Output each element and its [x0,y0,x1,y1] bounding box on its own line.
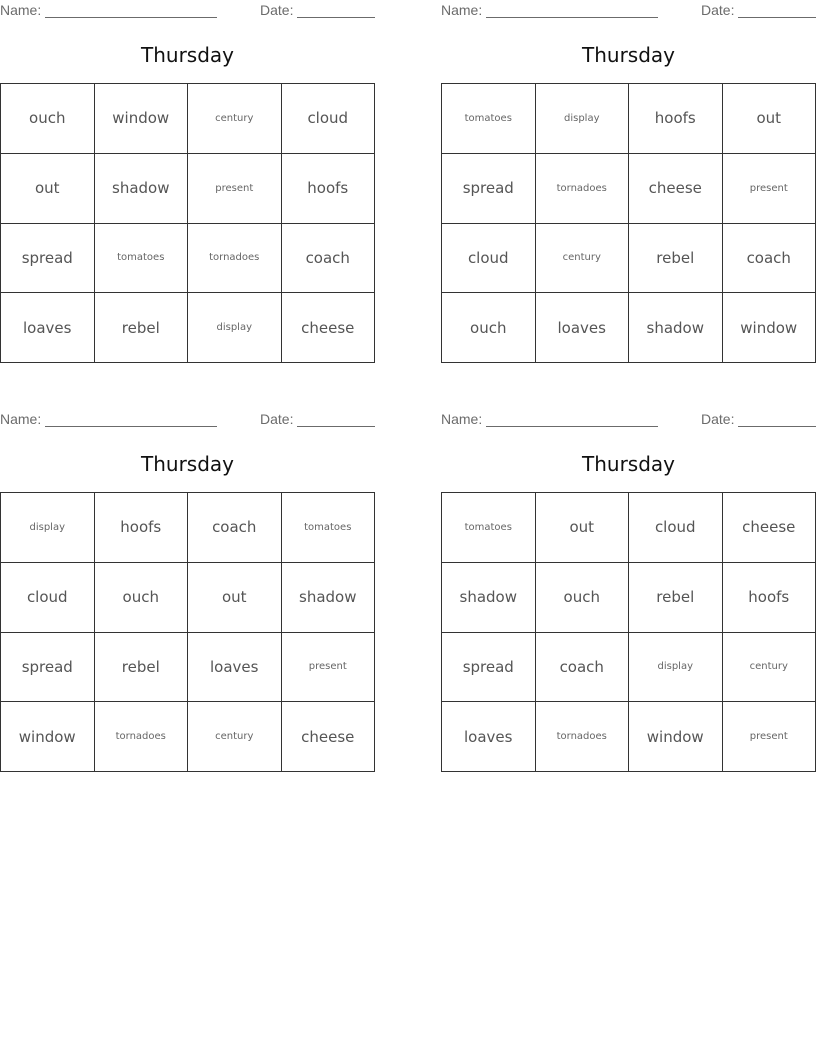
date-label: Date: [260,411,294,427]
bingo-cell[interactable]: out [1,154,95,224]
bingo-cell[interactable]: display [536,84,630,154]
bingo-cell[interactable]: hoofs [629,84,723,154]
bingo-cell[interactable]: tomatoes [282,493,376,563]
name-field-line[interactable] [45,17,217,18]
bingo-cell[interactable]: rebel [95,633,189,703]
name-field-line[interactable] [45,426,217,427]
bingo-cell[interactable]: display [1,493,95,563]
bingo-cell[interactable]: loaves [536,293,630,363]
bingo-cell[interactable]: ouch [1,84,95,154]
bingo-cell[interactable]: present [723,702,816,772]
bingo-cell[interactable]: cloud [282,84,376,154]
bingo-cell[interactable]: cloud [1,563,95,633]
bingo-cell[interactable]: hoofs [95,493,189,563]
card-title: Thursday [582,43,675,67]
date-field-line[interactable] [297,426,375,427]
bingo-cell[interactable]: hoofs [282,154,376,224]
name-label: Name: [0,2,42,18]
bingo-cell[interactable]: out [188,563,282,633]
bingo-cell[interactable]: cheese [282,293,376,363]
bingo-card [0,0,375,364]
date-field-line[interactable] [297,17,375,18]
card-title: Thursday [141,452,234,476]
bingo-cell[interactable]: shadow [442,563,536,633]
bingo-cell[interactable]: shadow [629,293,723,363]
bingo-cell[interactable]: ouch [536,563,630,633]
name-label: Name: [0,411,42,427]
bingo-cell[interactable]: window [1,702,95,772]
bingo-cell[interactable]: century [188,702,282,772]
bingo-cell[interactable]: window [723,293,816,363]
bingo-cell[interactable]: coach [282,224,376,294]
bingo-cell[interactable]: cheese [282,702,376,772]
bingo-cell[interactable]: loaves [188,633,282,703]
bingo-cell[interactable]: tornadoes [536,702,630,772]
bingo-cell[interactable]: rebel [629,563,723,633]
bingo-cell[interactable]: display [188,293,282,363]
bingo-grid [441,83,816,363]
bingo-cell[interactable]: spread [442,633,536,703]
bingo-cell[interactable]: century [723,633,816,703]
bingo-cell[interactable]: present [188,154,282,224]
card-title: Thursday [582,452,675,476]
bingo-cell[interactable]: rebel [629,224,723,294]
bingo-cell[interactable]: window [629,702,723,772]
card-title: Thursday [141,43,234,67]
card-header [441,411,816,429]
bingo-cell[interactable]: coach [723,224,816,294]
bingo-grid [441,492,816,772]
bingo-cell[interactable]: ouch [95,563,189,633]
bingo-cell[interactable]: tornadoes [95,702,189,772]
bingo-cell[interactable]: loaves [442,702,536,772]
bingo-cell[interactable]: window [95,84,189,154]
bingo-cell[interactable]: century [536,224,630,294]
bingo-cell[interactable]: tornadoes [536,154,630,224]
bingo-cell[interactable]: spread [1,633,95,703]
bingo-cell[interactable]: present [723,154,816,224]
bingo-cell[interactable]: cloud [629,493,723,563]
bingo-card [0,409,375,773]
bingo-cell[interactable]: coach [536,633,630,703]
bingo-cell[interactable]: out [536,493,630,563]
bingo-cell[interactable]: rebel [95,293,189,363]
name-label: Name: [441,411,483,427]
bingo-cell[interactable]: shadow [95,154,189,224]
bingo-cell[interactable]: tomatoes [95,224,189,294]
date-field-line[interactable] [738,17,816,18]
bingo-cell[interactable]: shadow [282,563,376,633]
bingo-cell[interactable]: ouch [442,293,536,363]
bingo-cell[interactable]: tornadoes [188,224,282,294]
bingo-card [441,409,816,773]
bingo-cell[interactable]: out [723,84,816,154]
bingo-cell[interactable]: cloud [442,224,536,294]
bingo-cell[interactable]: cheese [723,493,816,563]
bingo-cell[interactable]: hoofs [723,563,816,633]
bingo-cell[interactable]: display [629,633,723,703]
card-header [441,2,816,20]
bingo-cell[interactable]: present [282,633,376,703]
date-label: Date: [701,411,735,427]
bingo-cell[interactable]: loaves [1,293,95,363]
bingo-cell[interactable]: tomatoes [442,493,536,563]
bingo-cell[interactable]: coach [188,493,282,563]
card-header [0,2,375,20]
date-label: Date: [260,2,294,18]
bingo-cell[interactable]: tomatoes [442,84,536,154]
bingo-card [441,0,816,364]
name-label: Name: [441,2,483,18]
bingo-cell[interactable]: spread [442,154,536,224]
bingo-cell[interactable]: cheese [629,154,723,224]
date-label: Date: [701,2,735,18]
bingo-grid [0,83,375,363]
date-field-line[interactable] [738,426,816,427]
name-field-line[interactable] [486,17,658,18]
bingo-grid [0,492,375,772]
bingo-cell[interactable]: spread [1,224,95,294]
bingo-cell[interactable]: century [188,84,282,154]
card-header [0,411,375,429]
name-field-line[interactable] [486,426,658,427]
